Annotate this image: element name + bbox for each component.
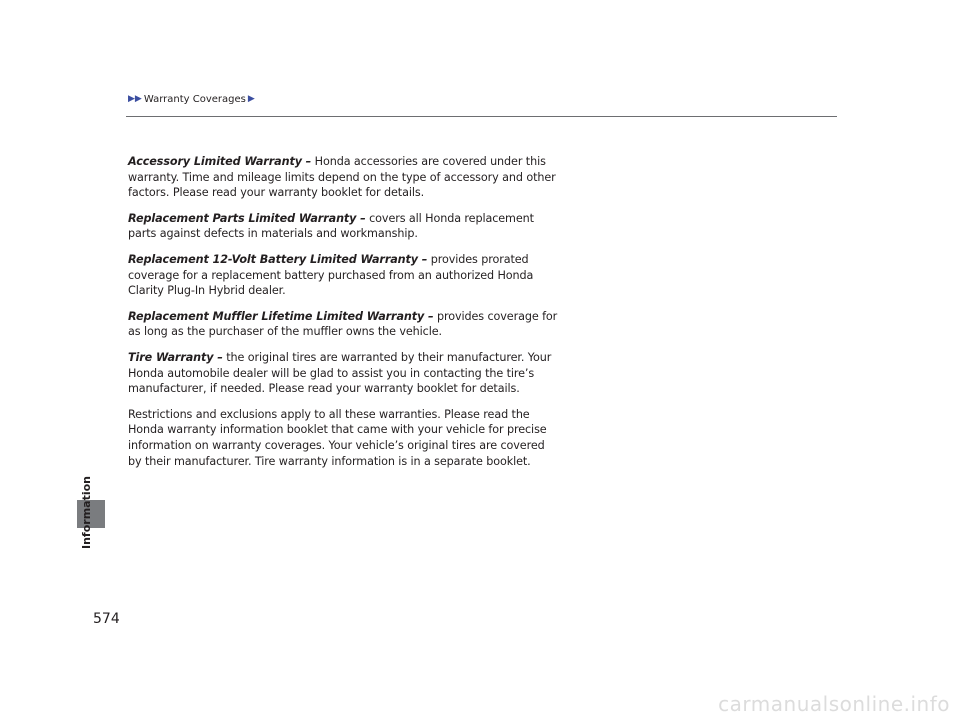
warranty-description: provides prorated coverage for a replacement battery purchased from an authorized Honda Clarity Plug-In Hybrid dealer. — [128, 252, 534, 298]
watermark: carmanualsonline.info — [718, 692, 950, 716]
page-number: 574 — [93, 611, 120, 627]
header-divider — [126, 116, 837, 117]
breadcrumb — [128, 94, 255, 105]
warranty-paragraph — [128, 154, 558, 201]
warranty-description: provides coverage for as long as the purchaser of the muffler owns the vehicle. — [128, 309, 558, 339]
warranty-term: Tire Warranty – — [128, 350, 223, 364]
warranty-paragraph — [128, 252, 558, 299]
warranty-description: Honda accessories are covered under this warranty. Time and mileage limits depend on the type of accessory and other factors. Please read your warranty booklet for details. — [128, 155, 556, 200]
breadcrumb-link-warranty-coverages[interactable]: Warranty Coverages — [143, 94, 246, 105]
warranty-term: Accessory Limited Warranty – — [128, 155, 312, 168]
warranty-description: covers all Honda replacement parts against defects in materials and workmanship. — [128, 211, 534, 241]
warranty-term: Replacement Parts Limited Warranty – — [128, 211, 366, 225]
warranty-term: Replacement Muffler Lifetime Limited Warranty – — [128, 309, 434, 323]
warranty-paragraph — [128, 350, 558, 397]
warranty-paragraph — [128, 211, 558, 242]
warranty-description: the original tires are warranted by their manufacturer. Your Honda automobile dealer will be glad to assist you in contacting the tire’s manufacturer, if needed. Please read your warranty booklet for details. — [128, 350, 552, 396]
warranty-paragraph — [128, 309, 558, 340]
page-content — [128, 154, 558, 479]
breadcrumb-arrow-icon: ▶ — [247, 94, 255, 104]
warranty-term: Replacement 12-Volt Battery Limited Warranty – — [128, 252, 428, 266]
restrictions-paragraph: Restrictions and exclusions apply to all these warranties. Please read the Honda warranty information booklet that came with your vehicle for precise information on warranty coverages. Your vehicle’s original tires are covered by their manufacturer. Tire warranty information is in a separate booklet. — [128, 407, 547, 468]
breadcrumb-arrow-icon: ▶▶ — [128, 94, 142, 104]
